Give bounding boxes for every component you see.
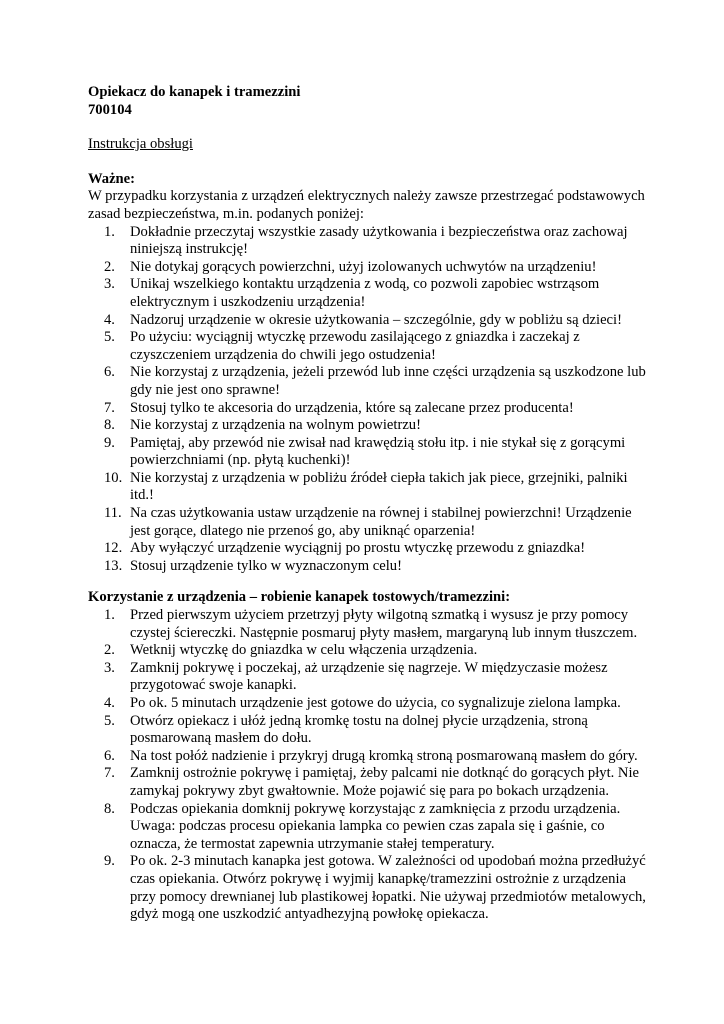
list-number: 1.: [104, 607, 115, 624]
list-item: [88, 748, 648, 766]
list-item: [88, 259, 648, 277]
list-item: [88, 607, 648, 642]
important-intro: W przypadku korzystania z urządzeń elektrycznych należy zawsze przestrzegać podstawowych zasad bezpieczeństwa, m.in. podanych poniżej:: [88, 188, 645, 222]
list-number: 3.: [104, 659, 115, 676]
list-text: Przed pierwszym użyciem przetrzyj płyty wilgotną szmatką i wysusz je przy pomocy czystej ściereczki. Następnie posmaruj płyty masłem, margaryną lub innym tłuszczem.: [130, 607, 638, 641]
list-text: Stosuj tylko te akcesoria do urządzenia, które są zalecane przez producenta!: [130, 399, 574, 416]
list-item: [88, 505, 648, 540]
list-text: Pamiętaj, aby przewód nie zwisał nad krawędzią stołu itp. i nie stykał się z gorącymi powierzchniami (np. płytą kuchenki)!: [130, 434, 626, 469]
product-title: Opiekacz do kanapek i tramezzini: [88, 84, 301, 100]
list-number: 5.: [104, 712, 115, 729]
list-text: Otwórz opiekacz i ułóż jedną kromkę tostu na dolnej płycie urządzenia, stroną posmarowaną masłem do dołu.: [130, 712, 588, 747]
list-number: 7.: [104, 765, 115, 782]
list-item: [88, 224, 648, 259]
usage-steps-list: [88, 607, 648, 924]
list-item: [88, 540, 648, 558]
list-text: Po ok. 5 minutach urządzenie jest gotowe do użycia, co sygnalizuje zielona lampka.: [130, 695, 621, 711]
list-text: Wetknij wtyczkę do gniazdka w celu włączenia urządzenia.: [130, 642, 478, 659]
list-text: Unikaj wszelkiego kontaktu urządzenia z wodą, co pozwoli zapobiec wstrząsom elektrycznym i uszkodzeniu urządzenia!: [130, 276, 600, 310]
list-number: 11.: [104, 505, 122, 522]
list-number: 1.: [104, 223, 115, 240]
list-number: 3.: [104, 276, 115, 293]
list-item: [88, 364, 648, 399]
list-number: 13.: [104, 557, 123, 574]
list-number: 6.: [104, 364, 115, 381]
list-item: [88, 801, 648, 854]
list-text: Nie korzystaj z urządzenia w pobliżu źródeł ciepła takich jak piece, grzejniki, palniki itd.!: [130, 469, 628, 504]
list-text: Po użyciu: wyciągnij wtyczkę przewodu zasilającego z gniazdka i zaczekaj z czyszczeniem urządzenia do chwili jego ostudzenia!: [130, 329, 580, 363]
list-number: 9.: [104, 434, 115, 451]
list-number: 4.: [104, 311, 115, 328]
list-text: Po ok. 2-3 minutach kanapka jest gotowa. W zależności od upodobań można przedłużyć czas opiekania. Otwórz pokrywę i wyjmij kanapkę/tramezzini ostrożnie z urządzenia przy pomocy drewnianej lub plastikowej łopatki. Nie używaj przedmiotów metalowych, gdyż mogą one uszkodzić antyadhezyjną powłokę opiekacza.: [130, 853, 646, 923]
list-number: 12.: [104, 540, 123, 557]
document-page: [88, 84, 648, 924]
list-item: [88, 400, 648, 418]
safety-rules-list: [88, 224, 648, 576]
list-item: [88, 435, 648, 470]
list-number: 10.: [104, 469, 123, 486]
list-text: Nadzoruj urządzenie w okresie użytkowania – szczególnie, gdy w pobliżu są dzieci!: [130, 311, 622, 328]
list-text: Zamknij ostrożnie pokrywę i pamiętaj, żeby palcami nie dotknąć do gorących płyt. Nie zamykaj pokrywy zbyt gwałtownie. Może pojawić się para po bokach urządzenia.: [130, 765, 639, 799]
document-subtitle: Instrukcja obsługi: [88, 136, 193, 153]
list-item: [88, 713, 648, 748]
product-code: 700104: [88, 101, 132, 118]
list-item: [88, 312, 648, 330]
list-number: 2.: [104, 258, 115, 275]
list-number: 8.: [104, 417, 115, 434]
list-item: [88, 329, 648, 364]
usage-heading: Korzystanie z urządzenia – robienie kanapek tostowych/tramezzini:: [88, 589, 511, 606]
list-text: Dokładnie przeczytaj wszystkie zasady użytkowania i bezpieczeństwa oraz zachowaj niniejszą instrukcję!: [130, 223, 628, 258]
list-item: [88, 765, 648, 800]
list-number: 2.: [104, 642, 115, 659]
list-item: [88, 660, 648, 695]
list-number: 8.: [104, 800, 115, 817]
list-text: Nie korzystaj z urządzenia na wolnym powietrzu!: [130, 417, 421, 434]
list-text: Aby wyłączyć urządzenie wyciągnij po prostu wtyczkę przewodu z gniazdka!: [130, 540, 586, 557]
list-item: [88, 276, 648, 311]
list-item: [88, 558, 648, 576]
list-number: 7.: [104, 399, 115, 416]
list-text: Nie dotykaj gorących powierzchni, użyj izolowanych uchwytów na urządzeniu!: [130, 258, 597, 275]
list-number: 4.: [104, 695, 115, 711]
list-text: Na tost połóż nadzienie i przykryj drugą kromką stroną posmarowaną masłem do góry.: [130, 747, 638, 764]
list-item: [88, 417, 648, 435]
list-text: Zamknij pokrywę i poczekaj, aż urządzenie się nagrzeje. W międzyczasie możesz przygotować swoje kanapki.: [130, 659, 608, 694]
list-text: Stosuj urządzenie tylko w wyznaczonym celu!: [130, 557, 402, 574]
list-item: [88, 695, 648, 713]
list-text: Podczas opiekania domknij pokrywę korzystając z zamknięcia z przodu urządzenia. Uwaga: podczas procesu opiekania lampka co pewien czas zapala się i gaśnie, co oznacza, że termostat zapewnia utrzymanie stałej temperatury.: [130, 800, 621, 852]
list-item: [88, 642, 648, 660]
list-item: [88, 470, 648, 505]
list-item: [88, 853, 648, 923]
list-number: 9.: [104, 853, 115, 870]
list-text: Na czas użytkowania ustaw urządzenie na równej i stabilnej powierzchni! Urządzenie jest gorące, dlatego nie przenoś go, aby uniknąć oparzenia!: [130, 505, 632, 539]
list-number: 5.: [104, 329, 115, 346]
important-heading: Ważne:: [88, 170, 136, 187]
list-number: 6.: [104, 747, 115, 764]
list-text: Nie korzystaj z urządzenia, jeżeli przewód lub inne części urządzenia są uszkodzone lub gdy nie jest ono sprawne!: [130, 364, 646, 398]
